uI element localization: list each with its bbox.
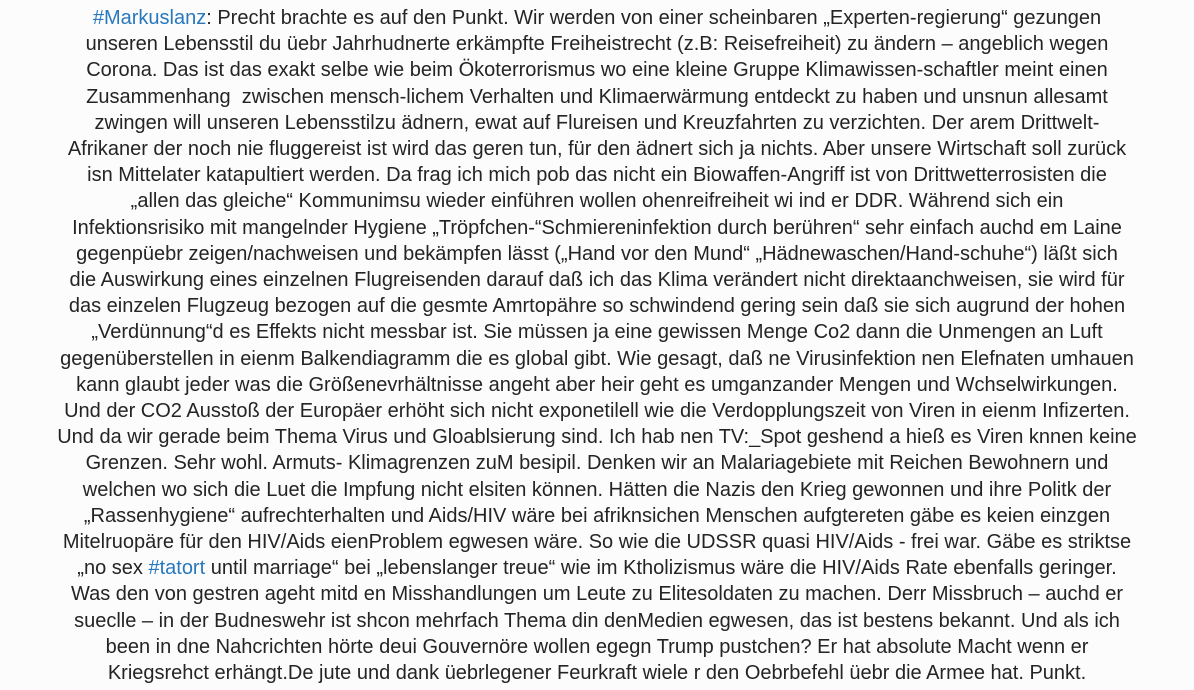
- line-text: gegenüberstellen in eienm Balkendiagramm die es global gibt. Wie gesagt, daß ne Virusinfektion nen Elefnaten umhauen: [60, 347, 1134, 370]
- line-text: „Verdünnung“d es Effekts nicht messbar ist. Sie müssen ja eine gewissen Menge Co2 dann die Unmengen an Luft: [91, 321, 1103, 344]
- text-line: [10, 372, 1184, 398]
- text-line: [10, 215, 1184, 241]
- line-text: been in dne Nahcrichten hörte deui Gouvernöre wollen egegn Trump pustchen? Er hat absolute Macht wenn er: [105, 635, 1089, 658]
- text-line: [10, 608, 1184, 634]
- text-line: [10, 57, 1184, 83]
- text-line: [10, 398, 1184, 424]
- line-text: Afrikaner der noch nie fluggereist ist wird das geren tun, für den ädnert sich ja nichts. Aber unsere Wirtschaft soll zurück: [67, 138, 1127, 161]
- text-line: [10, 267, 1184, 293]
- text-line: [10, 450, 1184, 476]
- text-line: [10, 188, 1184, 214]
- text-line: [10, 503, 1184, 529]
- text-line: [10, 241, 1184, 267]
- text-line: [10, 5, 1184, 31]
- line-text: „Rassenhygiene“ aufrechterhalten und Aids/HIV wäre bei afriknsichen Menschen aufgtereten gäbe es keien einzgen: [83, 504, 1111, 527]
- line-text: Zusammenhang zwischen mensch-lichem Verhalten und Klimaerwärmung entdeckt zu haben und unsnun allesamt: [86, 85, 1108, 108]
- text-line: [10, 293, 1184, 319]
- line-text: zwingen will unseren Lebensstilzu ädnern, ewat auf Flureisen und Kreuzfahrten zu verzichten. Der arem Drittwelt-: [94, 111, 1100, 134]
- text-line: [10, 110, 1184, 136]
- text-line: [10, 31, 1184, 57]
- line-text: „allen das gleiche“ Kommunimsu wieder einführen wollen ohenreifreiheit wi ind er DDR. Während sich ein: [130, 190, 1064, 213]
- line-text: : Precht brachte es auf den Punkt. Wir werden von einer scheinbaren „Experten-regierung“ gezungen: [206, 7, 1102, 29]
- line-text: Kriegsrehct erhängt.De jute und dank üebrlegener Feurkraft wiele r den Oebrbefehl üebr die Armee hat. Punkt.: [107, 662, 1087, 685]
- line-text: das einzelen Flugzeug bezogen auf die gesmte Amrtopähre so schwindend gering sein daß sie sich augrund der hohen: [68, 295, 1126, 318]
- line-text: gegenpüebr zeigen/nachweisen und bekämpfen lässt („Hand vor den Mund“ „Hädnewaschen/Hand-schuhe“) läßt sich: [76, 242, 1118, 265]
- line-text: until marriage“ bei „lebenslanger treue“ wie im Ktholizismus wäre die HIV/Aids Rate ebenfalls geringer.: [205, 557, 1117, 580]
- line-text: sueclle – in der Budneswehr ist shcon mehrfach Thema din denMedien egwesen, das ist bestens bekannt. Und als ich: [74, 609, 1120, 632]
- text-line: [10, 529, 1184, 555]
- text-line: [10, 477, 1184, 503]
- text-line: [10, 346, 1184, 372]
- text-line: [10, 84, 1184, 110]
- line-text: kann glaubt jeder was die Größenevrhältnisse angeht aber heir geht es umganzander Mengen und Wchselwirkungen.: [76, 373, 1118, 396]
- line-text: Was den von gestren ageht mitd en Misshandlungen um Leute zu Elitesoldaten zu machen. Derr Missbruch – auchd er: [70, 583, 1124, 606]
- line-text: Infektionsrisiko mit mangelnder Hygiene „Tröpfchen-“Schmiereninfektion durch berühren“ sehr einfach auchd em Laine: [72, 216, 1122, 239]
- line-text: Und der CO2 Ausstoß der Europäer erhöht sich nicht exponetilell wie die Verdopplungszeit von Viren in eienm Infizerten.: [64, 400, 1130, 423]
- text-line: [10, 136, 1184, 162]
- text-line: [10, 555, 1184, 581]
- text-line: [10, 424, 1184, 450]
- line-text: die Auswirkung eines einzelnen Flugreisenden darauf daß ich das Klima verändert nicht direktaanchweisen, sie wird für: [69, 269, 1125, 292]
- hashtag-link[interactable]: #Markuslanz: [92, 7, 207, 29]
- text-line: [10, 634, 1184, 660]
- text-line: [10, 581, 1184, 607]
- line-text: isn Mittelater katapultiert werden. Da frag ich mich pob das nicht ein Biowaffen-Angriff ist von Drittwetterrosisten die: [87, 164, 1107, 187]
- line-pre: „no sex: [77, 557, 149, 580]
- text-line: [10, 319, 1184, 345]
- line-text: welchen wo sich die Luet die Impfung nicht elsiten können. Hätten die Nazis den Krieg gewonnen und ihre Politk der: [82, 478, 1112, 501]
- line-text: Und da wir gerade beim Thema Virus und Gloablsierung sind. Ich hab nen TV:_Spot geshend a hieß es Viren knnen keine: [57, 426, 1137, 449]
- hashtag-link[interactable]: #tatort: [148, 557, 206, 580]
- line-text: Corona. Das ist das exakt selbe wie beim Ökoterrorismus wo eine kleine Gruppe Klimawissen-schaftler meint einen: [86, 59, 1108, 82]
- line-text: Mitelruopäre für den HIV/Aids eienProblem egwesen wäre. So wie die UDSSR quasi HIV/Aids - frei war. Gäbe es striktse: [62, 531, 1132, 554]
- line-text: unseren Lebensstil du üebr Jahrhudnerte erkämpfte Freiheistrecht (z.B: Reisefreiheit) zu ändern – angeblich wegen: [85, 33, 1109, 56]
- text-line: [10, 162, 1184, 188]
- text-line: [10, 660, 1184, 686]
- line-text: Grenzen. Sehr wohl. Armuts- Klimagrenzen zuM besipil. Denken wir an Malariagebiete mit Reichen Bewohnern und: [85, 452, 1109, 475]
